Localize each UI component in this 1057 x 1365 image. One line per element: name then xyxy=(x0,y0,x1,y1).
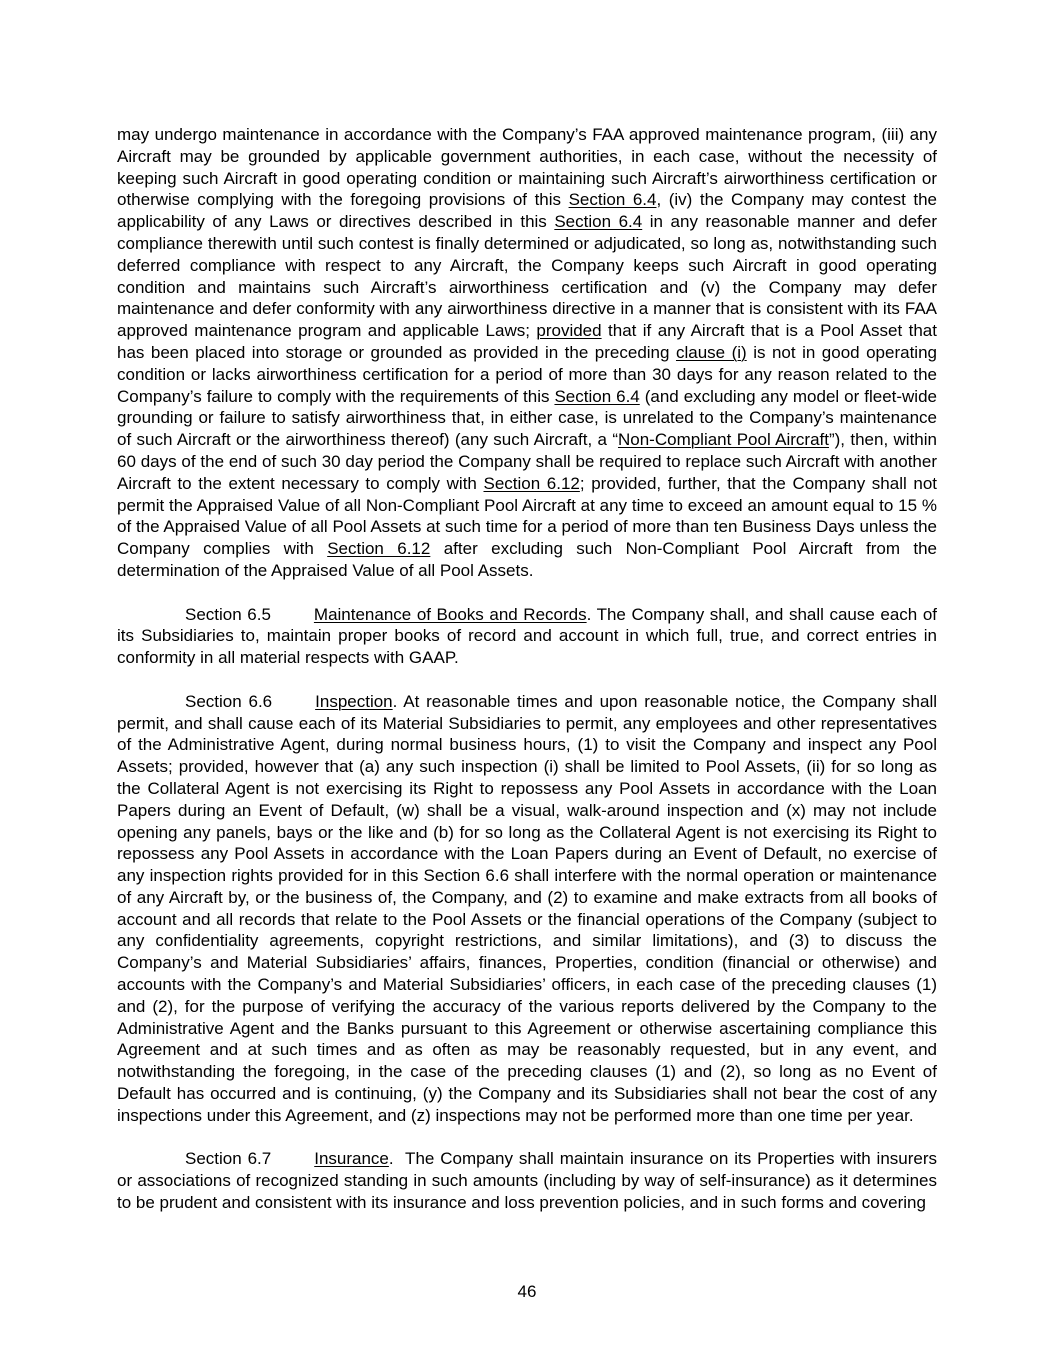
underlined-text: Section 6.4 xyxy=(554,386,640,406)
text-run: Section 6.7 xyxy=(185,1149,272,1169)
underlined-text: Inspection xyxy=(315,691,393,711)
text-run: (and excluding any model or fleet-wide grounding or failure to satisfy airworthiness that, in either case, is unrelated to the Company’s maintenance of such Aircraft or the airworthiness thereof) (any such Aircraft, a “ xyxy=(117,386,937,450)
text-run: . The Company shall, and shall cause each of its Subsidiaries to, maintain proper books of record and account in which full, true, and correct entries in conformity in all material respects with GAAP. xyxy=(117,604,938,668)
para-section-6-5 xyxy=(117,604,937,669)
page-number: 46 xyxy=(517,1282,537,1301)
underlined-text: Maintenance of Books and Records xyxy=(313,604,587,624)
para-section-6-6 xyxy=(117,691,937,1127)
underlined-text: Non-Compliant Pool Aircraft xyxy=(617,430,829,450)
text-run: ”), then, within 60 days of the end of such 30 day period the Company shall be required to replace such Aircraft with another Aircraft to the extent necessary to comply with xyxy=(117,430,937,493)
underlined-text: Section 6.12 xyxy=(483,473,580,493)
text-run: Section 6.5 xyxy=(185,604,271,624)
text-run: ; provided, further, that the Company shall not permit the Appraised Value of all Non-Compliant Pool Aircraft at any time to exceed an amount equal to 15 % of the Appraised Value of all Pool Assets at such time for a period of more than ten Business Days unless the Company complies with xyxy=(117,473,937,559)
text-run: may undergo maintenance in accordance with the Company’s FAA approved maintenance program, (iii) any Aircraft may be grounded by applicable government authorities, in each case, without the necessity of keeping such Aircraft in good operating condition or maintaining such Aircraft’s airworthiness certification or otherwise complying with the foregoing provisions of this xyxy=(117,125,937,210)
underlined-text: Section 6.4 xyxy=(568,190,657,210)
text-run: . The Company shall maintain insurance on its Properties with insurers or associations of recognized standing in such amounts (including by way of self-insurance) as it determines to be prudent and consistent with its insurance and loss prevention policies, and in such forms and covering xyxy=(117,1149,937,1213)
underlined-text: Insurance xyxy=(314,1149,389,1169)
document-body xyxy=(117,124,937,1236)
underlined-text: clause (i) xyxy=(675,342,747,362)
underlined-text: provided xyxy=(536,321,602,341)
text-run: Section 6.6 xyxy=(185,691,273,711)
text-run: after excluding such Non-Compliant Pool Aircraft from the determination of the Appraised Value of all Pool Assets. xyxy=(117,539,938,580)
para-section-6-4-continuation xyxy=(117,124,937,582)
text-run: is not in good operating condition or lacks airworthiness certification for a period of more than 30 days for any reason related to the Company’s failure to comply with the requirements of this xyxy=(117,342,937,406)
para-section-6-7 xyxy=(117,1148,937,1213)
underlined-text: Section 6.12 xyxy=(327,539,431,559)
text-run: , (iv) the Company may contest the applicability of any Laws or directives described in this xyxy=(117,190,938,232)
text-run: that if any Aircraft that is a Pool Asset that has been placed into storage or grounded as provided in the preceding xyxy=(117,321,937,362)
text-run: in any reasonable manner and defer compliance therewith until such contest is finally determined or adjudicated, so long as, notwithstanding such deferred compliance with respect to any Aircraft, the Company keeps such Aircraft in good operating condition and maintains such Aircraft’s airworthiness certification and (v) the Company may defer maintenance and defer conformity with any airworthiness directive in a manner that is consistent with its FAA approved maintenance program and applicable Laws; xyxy=(117,212,937,341)
text-run: . At reasonable times and upon reasonable notice, the Company shall permit, and shall cause each of its Material Subsidiaries to permit, any employees and other representatives of the Administrative Agent, during normal business hours, (1) to visit the Company and inspect any Pool Assets; provided, however that (a) any such inspection (i) shall be limited to Pool Assets, (ii) for so long as the Collateral Agent is not exercising its Right to repossess any Pool Assets in accordance with the Loan Papers during an Event of Default, (w) shall be a visual, walk-around inspection and (x) may not include opening any panels, bays or the like and (b) for so long as the Collateral Agent is not exercising its Right to repossess any Pool Assets in accordance with the Loan Papers during an Event of Default, no exercise of any inspection rights provided for in this Section 6.6 shall interfere with the normal operation or maintenance of any Aircraft by, or the business of, the Company, and (2) to examine and make extracts from all books of account and all records that relate to the Pool Assets or the financial operations of the Company (subject to any confidentiality agreements, copyright restrictions, and similar limitations), and (3) to discuss the Company’s and Material Subsidiaries’ affairs, finances, Properties, condition (financial or otherwise) and accounts with the Company’s and Material Subsidiaries’ officers, in each case of the preceding clauses (1) and (2), for the purpose of verifying the accuracy of the various reports delivered by the Company to the Administrative Agent and the Banks pursuant to this Agreement or otherwise ascertaining compliance this Agreement and at such times and as often as may be reasonably requested, but in any event, and notwithstanding the foregoing, in the case of the preceding clauses (1) and (2), so long as no Event of Default has occurred and is continuing, (y) the Company and its Subsidiaries shall not bear the cost of any inspections under this Agreement, and (z) inspections may not be performed more than one time per year. xyxy=(117,691,937,1125)
underlined-text: Section 6.4 xyxy=(554,212,643,232)
